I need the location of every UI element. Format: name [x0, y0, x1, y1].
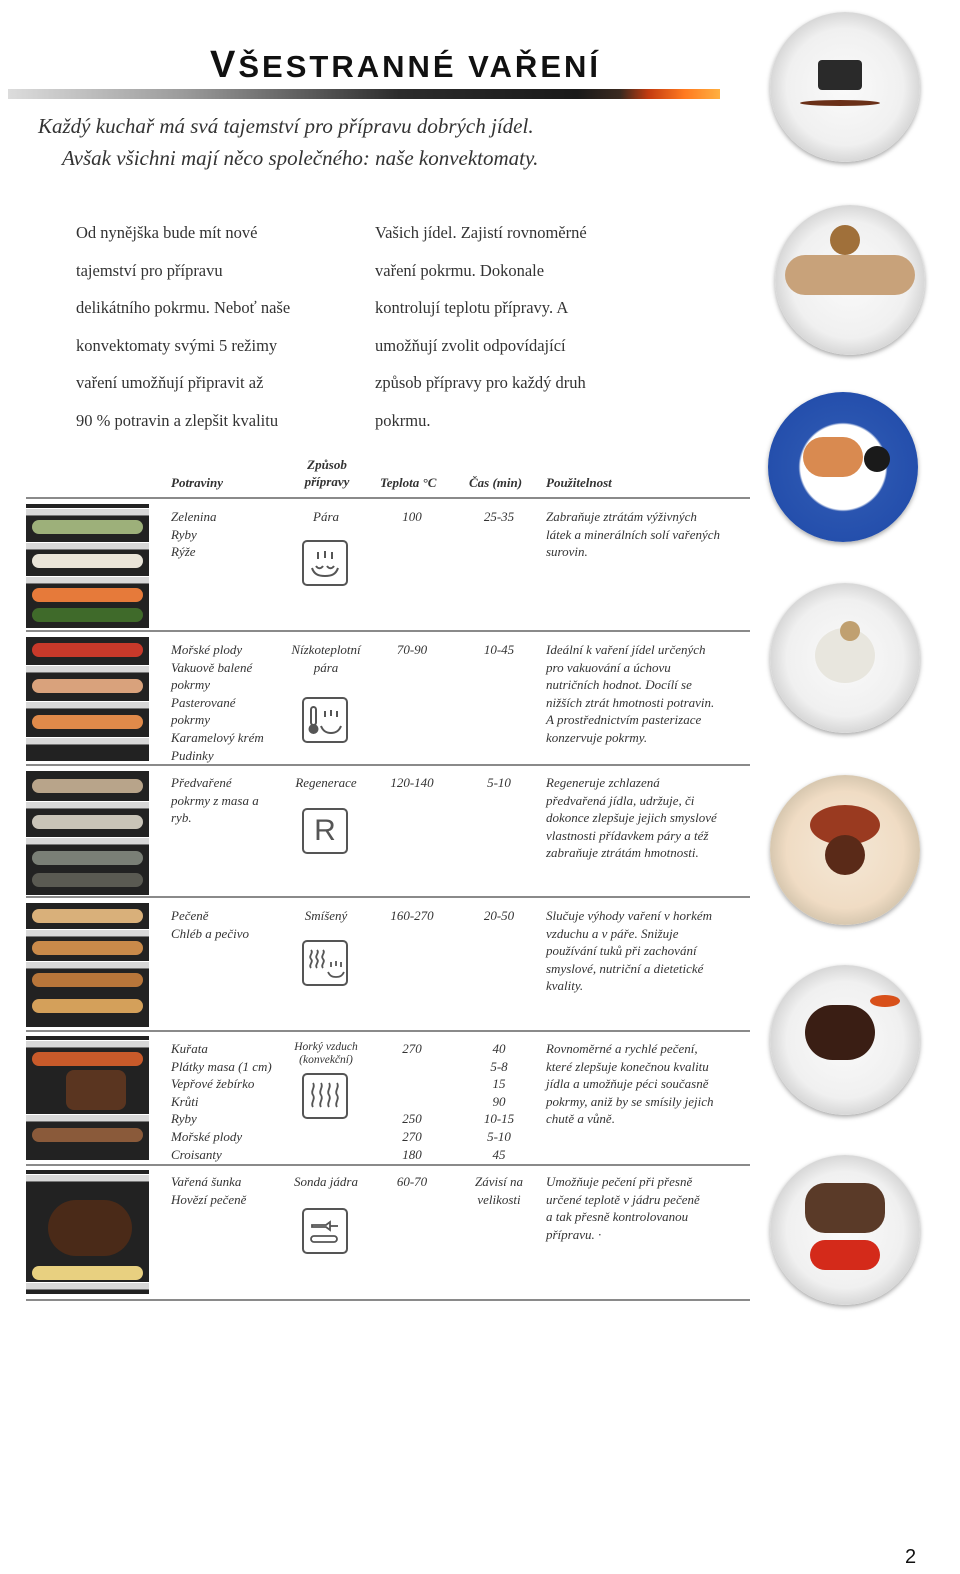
- row-rule: [26, 630, 750, 632]
- food-item: Vařená šunka: [171, 1174, 242, 1189]
- title-initial: V: [210, 44, 239, 86]
- mode-line: Horký vzduch: [294, 1041, 358, 1053]
- food-item: Kuřata: [171, 1041, 208, 1056]
- row1-time: 25-35: [483, 509, 515, 524]
- intro-line: tajemství pro přípravu: [76, 260, 223, 280]
- use-line: Slučuje výhody vaření v horkém: [546, 908, 713, 923]
- row-rule: [26, 1299, 750, 1301]
- plate-photo-fish: [775, 205, 925, 355]
- use-line: smyslové, nutriční a dietetické: [546, 960, 704, 976]
- use-line: kvality.: [546, 978, 584, 994]
- use-line: Umožňuje pečení při přesně: [546, 1174, 693, 1189]
- intro-line: pokrmu.: [375, 410, 431, 430]
- row4-time: 20-50: [483, 908, 515, 923]
- low-temp-steam-icon: [302, 697, 348, 743]
- row6-use: [546, 1173, 750, 1243]
- use-line: vzduchu a v páře. Snižuje: [546, 925, 679, 941]
- header-use: Použitelnost: [546, 475, 612, 490]
- use-line: které zlepšuje konečnou kvalitu: [546, 1058, 709, 1074]
- time-value: 40: [492, 1041, 506, 1056]
- plate-photo-seafood: [770, 583, 920, 733]
- oven-photo-seafood: [26, 637, 149, 761]
- use-line: přípravu. ·: [546, 1226, 602, 1242]
- food-item: Rýže: [171, 544, 196, 560]
- intro-line: 90 % potravin a zlepšit kvalitu: [76, 410, 279, 430]
- row1-temp: 100: [402, 509, 422, 524]
- header-mode: [296, 456, 358, 490]
- food-item: Pasterované: [171, 694, 236, 710]
- temp-value: 270: [402, 1128, 422, 1144]
- page-title: [210, 44, 640, 88]
- food-item: Předvařené: [171, 775, 232, 790]
- header-mode-line: Způsob: [307, 457, 347, 472]
- oven-photo-roast: [26, 1036, 149, 1160]
- use-line: konzervuje pokrmy.: [546, 729, 648, 745]
- temp-value: 250: [402, 1111, 422, 1127]
- time-value: 90: [492, 1093, 506, 1109]
- use-line: určené teplotě v jádru pečeně: [546, 1191, 700, 1207]
- row4-use: [546, 907, 750, 995]
- page-number: 2: [905, 1546, 917, 1568]
- row-rule: [26, 764, 750, 766]
- row-rule: [26, 1164, 750, 1166]
- regeneration-icon: R: [302, 808, 348, 854]
- use-line: Zabraňuje ztrátám výživných: [546, 509, 697, 524]
- food-item: ryb.: [171, 810, 192, 826]
- use-line: látek a minerálních solí vařených: [546, 526, 721, 542]
- row5-food: [171, 1040, 291, 1163]
- intro-left-column: [76, 214, 346, 439]
- use-line: Rovnoměrné a rychlé pečení,: [546, 1041, 698, 1056]
- use-line: surovin.: [546, 544, 588, 560]
- row3-mode: Regenerace: [295, 775, 357, 790]
- intro-line: delikátního pokrmu. Neboť naše: [76, 298, 291, 317]
- row6-food: [171, 1173, 291, 1208]
- header-mode-line: přípravy: [304, 474, 350, 489]
- time-value: 5-10: [487, 1128, 511, 1144]
- hot-air-icon: [302, 1073, 348, 1119]
- use-line: jídla a umožňuje péci současně: [546, 1076, 709, 1092]
- plate-photo-steak: [770, 965, 920, 1115]
- oven-photo-precooked: [26, 771, 149, 895]
- temp-value: 180: [402, 1146, 422, 1162]
- subtitle-line: Avšak všichni mají něco společného: naše konvektomaty.: [62, 146, 539, 170]
- intro-line: způsob přípravy pro každý druh: [375, 373, 586, 392]
- plate-photo-roast-pepper: [770, 1155, 920, 1305]
- header-food: Potraviny: [171, 475, 223, 490]
- row2-food: [171, 641, 291, 764]
- row5-use: [546, 1040, 750, 1128]
- use-line: nižších ztrát hmotnosti potravin.: [546, 694, 715, 710]
- use-line: vlastnosti přídavkem páry a též: [546, 827, 709, 843]
- row6-temp: 60-70: [396, 1174, 428, 1189]
- header-rule: [26, 497, 750, 499]
- row1-food: [171, 508, 291, 561]
- plate-photo-shrimp: [768, 392, 918, 542]
- header-temp: Teplota °C: [380, 475, 437, 490]
- row4-food: [171, 907, 291, 942]
- row2-use: [546, 641, 750, 747]
- use-line: Regeneruje zchlazená: [546, 775, 660, 790]
- header-time: Čas (min): [469, 475, 523, 490]
- row2-mode: [286, 641, 366, 676]
- time-value: 15: [492, 1076, 506, 1092]
- row3-temp: 120-140: [390, 775, 434, 790]
- oven-photo-bread: [26, 903, 149, 1027]
- intro-line: umožňují zvolit odpovídající: [375, 335, 566, 355]
- time-value: velikosti: [477, 1191, 521, 1207]
- mode-line: pára: [313, 659, 339, 675]
- subtitle: [38, 110, 698, 174]
- food-item: Vepřové žebírko: [171, 1076, 255, 1092]
- row3-time: 5-10: [487, 775, 511, 790]
- food-item: pokrmy: [171, 712, 210, 728]
- food-item: Mořské plody: [171, 642, 243, 657]
- intro-line: Vašich jídel. Zajistí rovnoměrné: [375, 223, 587, 242]
- row5-mode: [286, 1041, 366, 1067]
- food-item: Vakuově balené: [171, 659, 253, 675]
- row3-food: [171, 774, 291, 827]
- use-line: A prostřednictvím pasterizace: [546, 712, 702, 728]
- temp-value: 270: [402, 1041, 422, 1056]
- food-item: Ryby: [171, 1111, 197, 1127]
- combi-icon: [302, 940, 348, 986]
- row2-time: 10-45: [483, 642, 515, 657]
- use-line: používání tuků při zachování: [546, 943, 697, 959]
- food-item: Mořské plody: [171, 1128, 243, 1144]
- row6-mode: Sonda jádra: [294, 1174, 358, 1189]
- core-probe-icon: [302, 1208, 348, 1254]
- food-item: Karamelový krém: [171, 729, 264, 745]
- row4-temp: 160-270: [390, 908, 434, 923]
- food-item: Hovězí pečeně: [171, 1191, 247, 1207]
- food-item: Pudinky: [171, 747, 214, 763]
- use-line: dokonce zlepšuje jejich smyslové: [546, 810, 717, 826]
- row5-time: [468, 1040, 530, 1163]
- subtitle-line: Každý kuchař má svá tajemství pro přípravu dobrých jídel.: [38, 114, 534, 138]
- mode-line: Nízkoteplotní: [291, 642, 361, 657]
- food-item: Ryby: [171, 526, 197, 542]
- food-item: Croisanty: [171, 1146, 222, 1162]
- time-value: Závisí na: [474, 1174, 524, 1189]
- plate-photo-meat-sauce: [770, 775, 920, 925]
- use-line: a tak přesně kontrolovanou: [546, 1209, 689, 1225]
- use-line: pokrmy, aniž by se smísily jejich: [546, 1093, 714, 1109]
- row1-mode: Pára: [313, 509, 339, 524]
- intro-line: vaření umožňují připravit až: [76, 373, 264, 392]
- intro-line: vaření pokrmu. Dokonale: [375, 260, 545, 280]
- use-line: pro vakuování a úchovu: [546, 659, 671, 675]
- use-line: zabraňuje ztrátám hmotnosti.: [546, 845, 699, 861]
- time-value: 5-8: [490, 1058, 508, 1074]
- title-rest: ŠESTRANNÉ VAŘENÍ: [238, 49, 601, 84]
- row3-use: [546, 774, 750, 862]
- row2-temp: 70-90: [396, 642, 428, 657]
- steam-icon: [302, 540, 348, 586]
- food-item: Chléb a pečivo: [171, 925, 249, 941]
- intro-line: Od nynějška bude mít nové: [76, 223, 258, 242]
- row1-use: [546, 508, 750, 561]
- use-line: nutričních hodnot. Docílí se: [546, 677, 692, 693]
- food-item: Krůti: [171, 1093, 199, 1109]
- food-item: Pečeně: [171, 908, 209, 923]
- food-item: pokrmy: [171, 677, 210, 693]
- food-item: Plátky masa (1 cm): [171, 1058, 272, 1074]
- row5-temp: [380, 1040, 444, 1163]
- intro-line: konvektomaty svými 5 režimy: [76, 335, 278, 355]
- time-value: 10-15: [483, 1111, 515, 1127]
- oven-photo-core-probe: [26, 1170, 149, 1294]
- row-rule: [26, 896, 750, 898]
- use-line: chutě a vůně.: [546, 1111, 615, 1127]
- intro-right-column: [375, 214, 675, 439]
- row-rule: [26, 1030, 750, 1032]
- use-line: předvařená jídla, udržuje, či: [546, 792, 695, 808]
- food-item: Zelenina: [171, 509, 217, 524]
- time-value: 45: [492, 1146, 506, 1162]
- row4-mode: Smíšený: [304, 908, 348, 923]
- row6-time: [468, 1173, 530, 1208]
- use-line: Ideální k vaření jídel určených: [546, 642, 706, 657]
- food-item: pokrmy z masa a: [171, 792, 259, 808]
- plate-photo-dessert: [770, 12, 920, 162]
- intro-line: kontrolují teplotu přípravy. A: [375, 298, 569, 317]
- mode-line: (konvekční): [299, 1054, 353, 1066]
- title-gradient-bar: [8, 89, 720, 99]
- oven-photo-vegetables: [26, 504, 149, 628]
